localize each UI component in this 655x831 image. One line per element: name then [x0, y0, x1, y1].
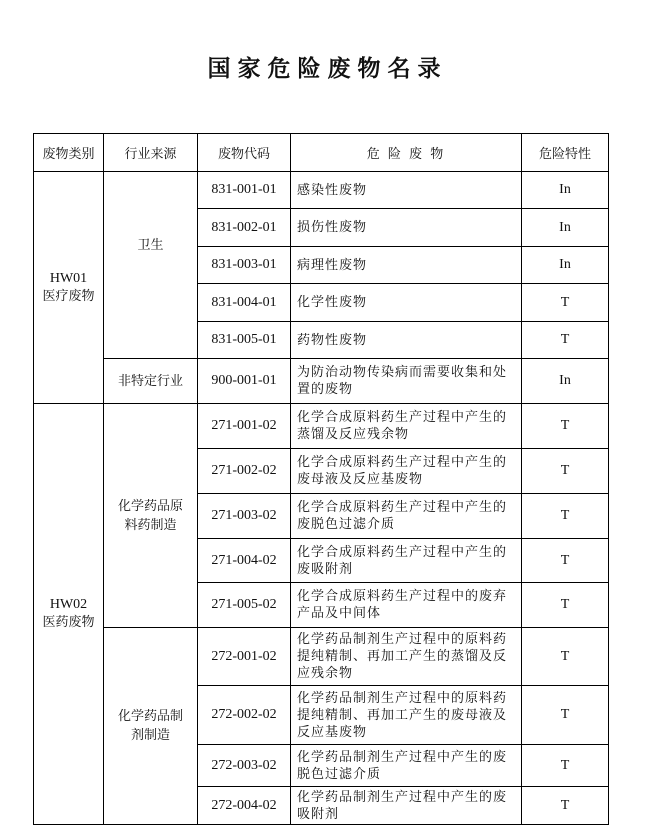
page-title: 国家危险废物名录 — [207, 56, 448, 82]
source-cell: 化学药品原料药制造 — [104, 404, 198, 628]
hazard: T — [522, 787, 609, 825]
header-code: 废物代码 — [198, 134, 291, 172]
waste-code: 271-003-02 — [198, 494, 291, 539]
hazard: T — [522, 539, 609, 583]
hazard: In — [522, 359, 609, 404]
hazardous-waste-table — [33, 133, 609, 825]
category-name: 医药废物 — [42, 615, 95, 630]
waste-code: 272-003-02 — [198, 745, 291, 787]
category-code: HW01 — [49, 270, 88, 286]
waste-desc: 病理性废物 — [291, 247, 522, 284]
waste-desc: 损伤性废物 — [291, 209, 522, 247]
waste-desc: 化学合成原料药生产过程中产生的废母液及反应基废物 — [291, 449, 522, 494]
table-row — [34, 404, 609, 449]
waste-desc: 化学药品制剂生产过程中产生的废吸附剂 — [291, 787, 522, 825]
waste-desc: 化学性废物 — [291, 284, 522, 322]
waste-code: 272-004-02 — [198, 787, 291, 825]
waste-desc: 药物性废物 — [291, 322, 522, 359]
table-row — [34, 628, 609, 686]
hazard: In — [522, 247, 609, 284]
waste-code: 271-004-02 — [198, 539, 291, 583]
waste-code: 271-002-02 — [198, 449, 291, 494]
table-row — [34, 359, 609, 404]
hazard: T — [522, 284, 609, 322]
waste-code: 831-004-01 — [198, 284, 291, 322]
category-cell — [34, 172, 104, 404]
hazard: T — [522, 449, 609, 494]
waste-code: 272-001-02 — [198, 628, 291, 686]
source-cell: 化学药品制剂制造 — [104, 628, 198, 825]
hazard: T — [522, 745, 609, 787]
waste-desc: 化学合成原料药生产过程中产生的废吸附剂 — [291, 539, 522, 583]
source-cell: 卫生 — [104, 172, 198, 359]
hazard: T — [522, 404, 609, 449]
waste-desc: 化学药品制剂生产过程中的原料药提纯精制、再加工产生的蒸馏及反应残余物 — [291, 628, 522, 686]
waste-desc: 化学药品制剂生产过程中的原料药提纯精制、再加工产生的废母液及反应基废物 — [291, 686, 522, 745]
waste-desc: 为防治动物传染病而需要收集和处置的废物 — [291, 359, 522, 404]
waste-code: 900-001-01 — [198, 359, 291, 404]
waste-code: 831-005-01 — [198, 322, 291, 359]
waste-desc: 化学合成原料药生产过程中的废弃产品及中间体 — [291, 583, 522, 628]
waste-code: 272-002-02 — [198, 686, 291, 745]
category-name: 医疗废物 — [42, 288, 95, 304]
waste-desc: 化学药品制剂生产过程中产生的废脱色过滤介质 — [291, 745, 522, 787]
header-source: 行业来源 — [104, 134, 198, 172]
waste-desc: 化学合成原料药生产过程中产生的蒸馏及反应残余物 — [291, 404, 522, 449]
header-hazard: 危险特性 — [522, 134, 609, 172]
category-code: HW02 — [49, 597, 88, 612]
table-header-row — [34, 134, 609, 172]
hazard: T — [522, 494, 609, 539]
waste-code: 271-001-02 — [198, 404, 291, 449]
waste-code: 831-002-01 — [198, 209, 291, 247]
table-row — [34, 172, 609, 209]
waste-code: 831-003-01 — [198, 247, 291, 284]
hazard: T — [522, 628, 609, 686]
category-cell — [34, 404, 104, 825]
waste-desc: 感染性废物 — [291, 172, 522, 209]
hazard: In — [522, 209, 609, 247]
hazard: T — [522, 322, 609, 359]
hazard: T — [522, 583, 609, 628]
hazard: In — [522, 172, 609, 209]
waste-code: 271-005-02 — [198, 583, 291, 628]
waste-code: 831-001-01 — [198, 172, 291, 209]
waste-desc: 化学合成原料药生产过程中产生的废脱色过滤介质 — [291, 494, 522, 539]
header-waste: 危 险 废 物 — [291, 134, 522, 172]
source-cell: 非特定行业 — [104, 359, 198, 404]
header-category: 废物类别 — [34, 134, 104, 172]
hazard: T — [522, 686, 609, 745]
